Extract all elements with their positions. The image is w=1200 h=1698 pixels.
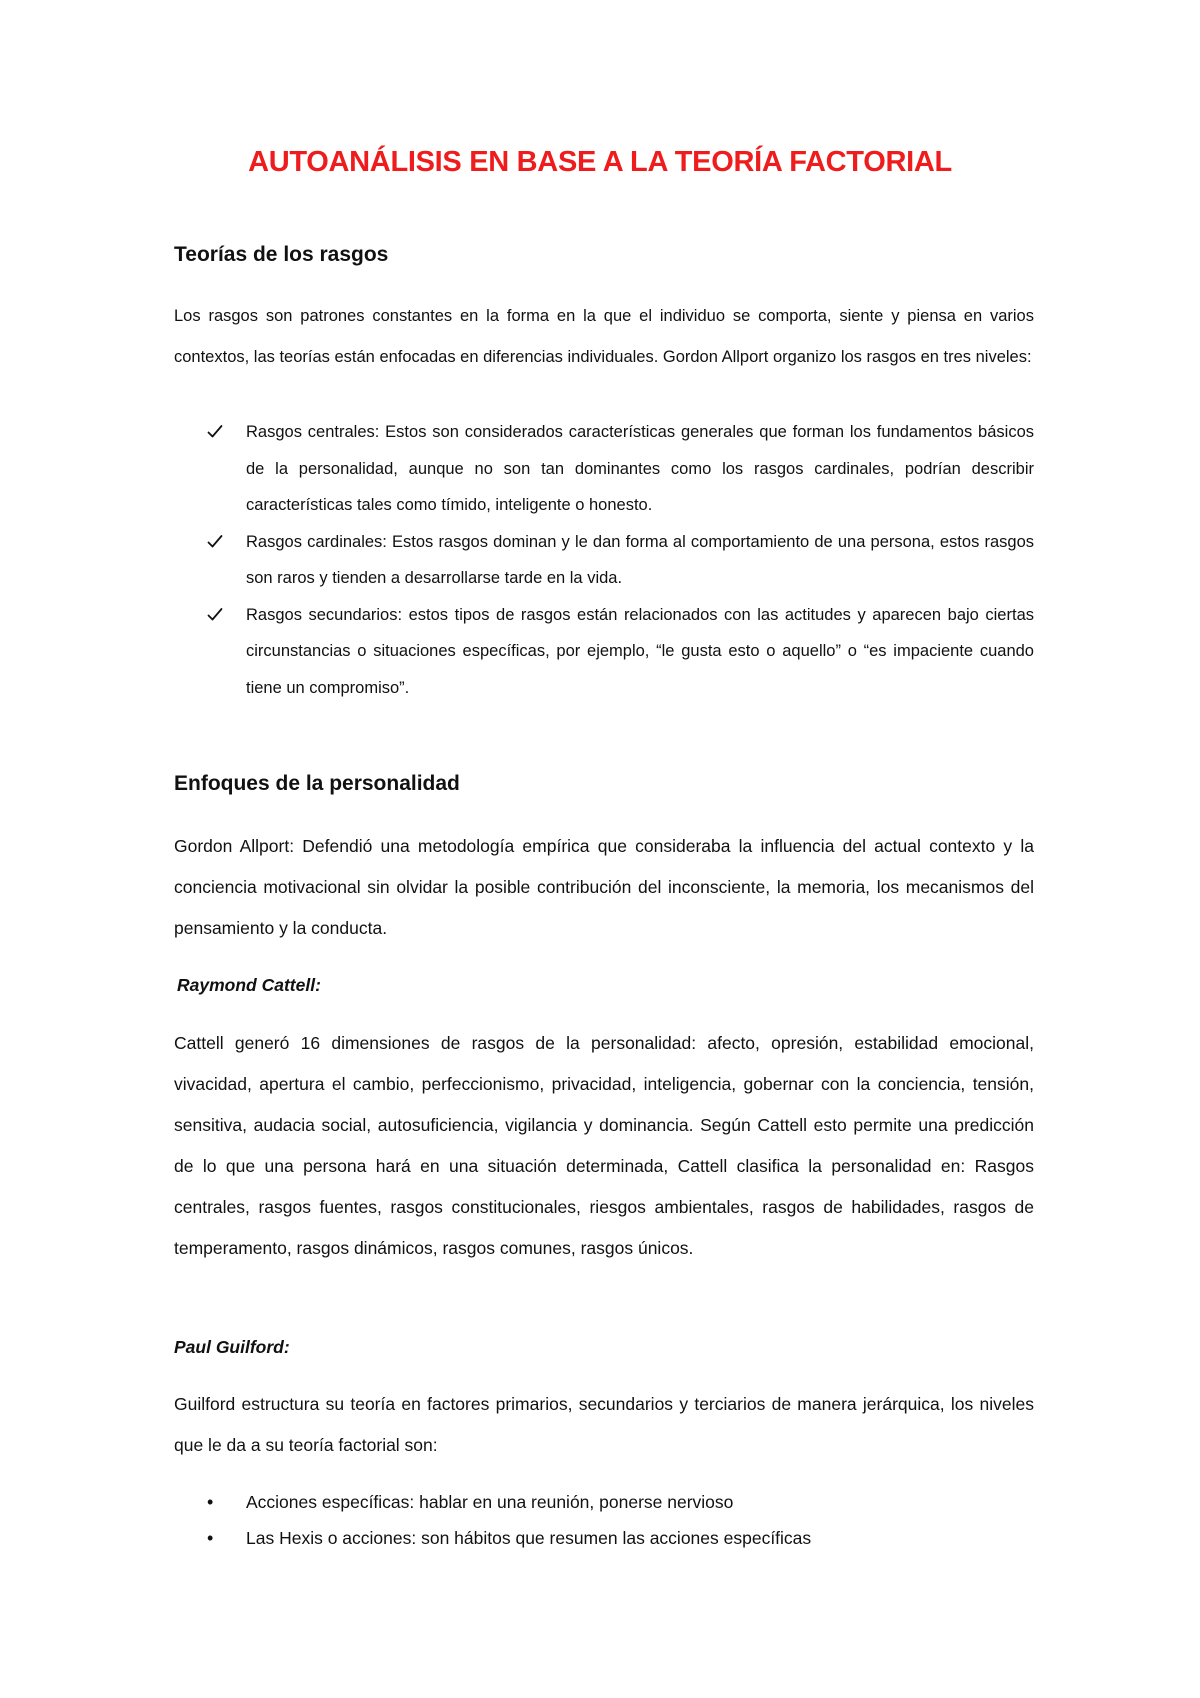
allport-paragraph: Gordon Allport: Defendió una metodología empírica que consideraba la influencia del actual contexto y la conciencia motivacional sin olvidar la posible contribución del inconsciente, la memoria, los mecanismos del pensamiento y la conducta. [174,836,1034,938]
bullet-item-specific-actions [0,1484,1200,1520]
bullet-item-text: Acciones específicas: hablar en una reunión, ponerse nervioso [246,1492,734,1512]
cattell-paragraph: Cattell generó 16 dimensiones de rasgos de la personalidad: afecto, opresión, estabilidad emocional, vivacidad, apertura el cambio, perfeccionismo, privacidad, inteligencia, gobernar con la conciencia, tensión, sensitiva, audacia social, autosuficiencia, vigilancia y dominancia. Según Cattell esto permite una predicción de lo que una persona hará en una situación determinada, Cattell clasifica la personalidad en: Rasgos centrales, rasgos fuentes, rasgos constitucionales, riesgos ambientales, rasgos de habilidades, rasgos de temperamento, rasgos dinámicos, rasgos comunes, rasgos únicos. [174,1033,1034,1258]
bullet-item-text: Las Hexis o acciones: son hábitos que resumen las acciones específicas [246,1528,812,1548]
bullet-icon: • [207,1492,214,1512]
document-title: AUTOANÁLISIS EN BASE A LA TEORÍA FACTORIAL [248,146,952,178]
guilford-paragraph: Guilford estructura su teoría en factores primarios, secundarios y terciarios de manera jerárquica, los niveles que le da a su teoría factorial son: [174,1394,1034,1455]
checklist-item-text: Rasgos cardinales: Estos rasgos dominan y le dan forma al comportamiento de una persona, estos rasgos son raros y tienden a desarrollarse tarde en la vida. [246,532,1034,587]
guilford-levels-list [0,1484,1200,1556]
intro-paragraph: Los rasgos son patrones constantes en la forma en la que el individuo se comporta, siente y piensa en varios contextos, las teorías están enfocadas en diferencias individuales. Gordon Allport organizo los rasgos en tres niveles: [174,307,1034,366]
checkmark-icon [207,597,227,633]
checklist-item-text: Rasgos centrales: Estos son considerados características generales que forman los fundamentos básicos de la personalidad, aunque no son tan dominantes como los rasgos cardinales, podrían describir características tales como tímido, inteligente o honesto. [246,423,1034,514]
section-heading-personality-approaches: Enfoques de la personalidad [174,772,460,795]
checklist-item-text: Rasgos secundarios: estos tipos de rasgos están relacionados con las actitudes y aparecen bajo ciertas circunstancias o situaciones específicas, por ejemplo, “le gusta esto o aquello” o “es impaciente cuando tiene un compromiso”. [246,605,1034,697]
checklist-item-secondary [0,597,1200,707]
bullet-item-hexis [0,1520,1200,1556]
checklist-item-central [0,414,1200,524]
checkmark-icon [207,414,227,450]
trait-levels-checklist [0,414,1200,706]
section-heading-trait-theories: Teorías de los rasgos [174,243,389,266]
guilford-subheading: Paul Guilford: [174,1337,290,1357]
bullet-icon: • [207,1528,214,1548]
checklist-item-cardinal [0,524,1200,597]
checkmark-icon [207,524,227,560]
cattell-subheading: Raymond Cattell: [177,975,321,995]
